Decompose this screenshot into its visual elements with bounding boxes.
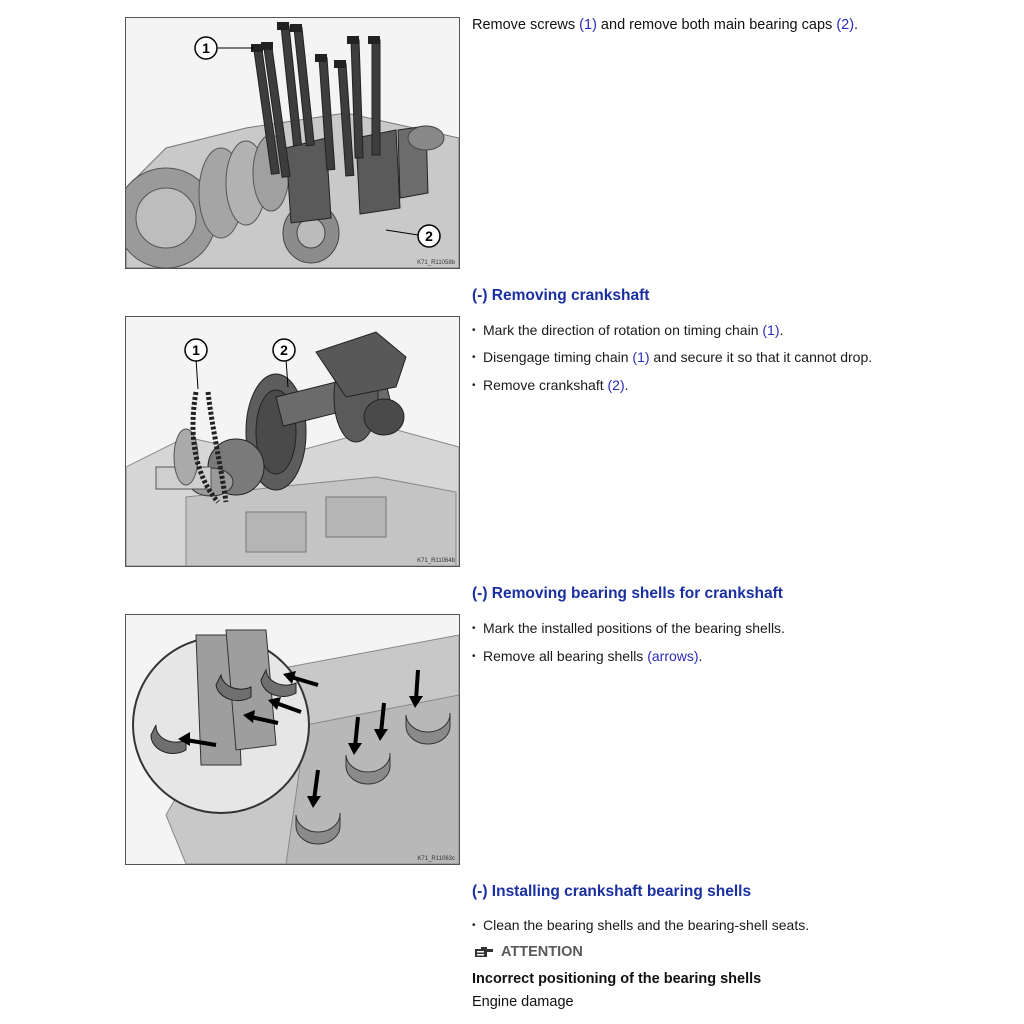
list-item bbox=[472, 349, 872, 365]
crankshaft-illustration bbox=[126, 317, 459, 566]
callout-1: 1 bbox=[202, 40, 210, 56]
callout-2: 2 bbox=[425, 228, 433, 244]
list-item-text: Mark the direction of rotation on timing chain bbox=[483, 322, 763, 338]
intro-text-middle: and remove both main bearing caps bbox=[596, 17, 837, 33]
list-item-text: Mark the installed positions of the bearing shells. bbox=[483, 620, 785, 636]
reference: (1) bbox=[632, 349, 650, 365]
figure-bearing-shells bbox=[125, 614, 460, 865]
figure-code: K71_R11063c bbox=[417, 856, 455, 862]
list-item bbox=[472, 377, 629, 393]
intro-step bbox=[472, 17, 992, 33]
figure-bearing-caps bbox=[125, 17, 460, 269]
bearing-caps-illustration bbox=[126, 18, 459, 268]
figure-code: K71_R11058b bbox=[417, 260, 455, 266]
reference: (1) bbox=[762, 322, 780, 338]
attention-label bbox=[474, 944, 583, 960]
list-item-text: Disengage timing chain bbox=[483, 349, 633, 365]
list-item-text: Clean the bearing shells and the bearing-shell seats. bbox=[483, 917, 810, 933]
intro-text: Remove screws bbox=[472, 17, 580, 33]
list-item bbox=[472, 648, 702, 664]
attention-text: ATTENTION bbox=[501, 944, 583, 960]
list-item-text: Remove crankshaft bbox=[483, 377, 608, 393]
reference: (2) bbox=[607, 377, 625, 393]
bearing-shells-illustration bbox=[126, 615, 459, 864]
section-heading-removing-crankshaft: (-) Removing crankshaft bbox=[472, 287, 650, 304]
callout-2: 2 bbox=[280, 342, 288, 358]
reference: (arrows) bbox=[647, 648, 699, 664]
list-item bbox=[472, 620, 785, 636]
warning-consequence: Engine damage bbox=[472, 994, 574, 1010]
list-item-text-after: . bbox=[779, 322, 784, 338]
list-item bbox=[472, 322, 783, 338]
bullet-dot: • bbox=[472, 623, 476, 634]
list-item bbox=[472, 917, 809, 933]
bullet-dot: • bbox=[472, 380, 476, 391]
warning-title: Incorrect positioning of the bearing shells bbox=[472, 971, 762, 987]
figure-crankshaft bbox=[125, 316, 460, 567]
list-item-text-after: and secure it so that it cannot drop. bbox=[649, 349, 873, 365]
callout-1: 1 bbox=[192, 342, 200, 358]
pointing-hand-icon bbox=[474, 946, 494, 958]
bullet-dot: • bbox=[472, 352, 476, 363]
figure-code: K71_R11064b bbox=[417, 558, 455, 564]
bullet-dot: • bbox=[472, 651, 476, 662]
intro-text-suffix: . bbox=[854, 17, 859, 33]
list-item-text-after: . bbox=[698, 648, 703, 664]
bullet-dot: • bbox=[472, 920, 476, 931]
section-heading-removing-bearing-shells: (-) Removing bearing shells for crankshaft bbox=[472, 585, 783, 602]
section-heading-installing-bearing-shells: (-) Installing crankshaft bearing shells bbox=[472, 883, 752, 900]
reference-2: (2) bbox=[836, 17, 855, 33]
list-item-text-after: . bbox=[624, 377, 629, 393]
list-item-text: Remove all bearing shells bbox=[483, 648, 648, 664]
reference-1: (1) bbox=[579, 17, 597, 33]
bullet-dot: • bbox=[472, 325, 476, 336]
